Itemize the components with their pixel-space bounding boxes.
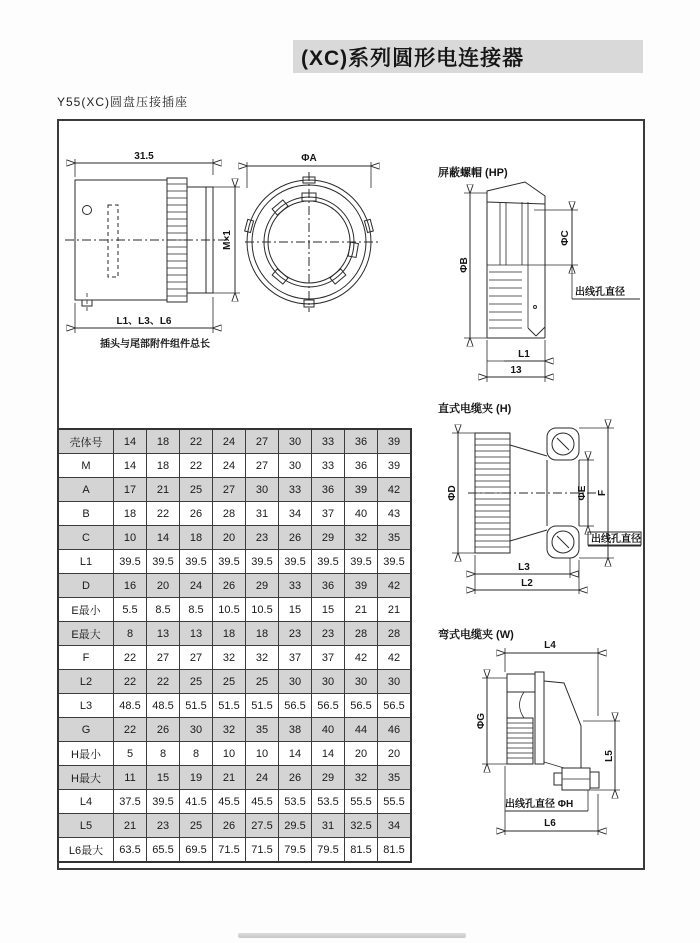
table-cell: 39.5 <box>279 550 312 574</box>
connector-face <box>245 172 378 312</box>
table-cell: 14 <box>312 742 345 766</box>
plug-side-view-drawing <box>60 135 260 370</box>
table-cell: 39.5 <box>147 550 180 574</box>
table-cell: 56.5 <box>279 694 312 718</box>
table-row <box>58 598 411 622</box>
table-cell: 53.5 <box>312 790 345 814</box>
angle-clamp-body <box>507 672 599 790</box>
svg-text:L1、L3、L6: L1、L3、L6 <box>116 316 172 327</box>
table-cell: 39.5 <box>114 550 147 574</box>
row-label: F <box>58 646 114 670</box>
table-cell: 37.5 <box>114 790 147 814</box>
table-cell: 42 <box>378 574 412 598</box>
table-cell: 36 <box>312 478 345 502</box>
table-cell: 36 <box>312 574 345 598</box>
table-cell: 28 <box>345 622 378 646</box>
table-cell: 19 <box>180 766 213 790</box>
table-cell: 37 <box>312 646 345 670</box>
table-cell: 56.5 <box>345 694 378 718</box>
table-cell: 24 <box>213 429 246 454</box>
table-cell: 42 <box>345 646 378 670</box>
table-cell: 31 <box>246 502 279 526</box>
table-cell: 39 <box>378 454 412 478</box>
table-cell: 18 <box>147 429 180 454</box>
row-label: C <box>58 526 114 550</box>
outlet-hole-callout <box>588 532 641 546</box>
table-cell: 30 <box>279 454 312 478</box>
table-cell: 14 <box>279 742 312 766</box>
dim-total-length <box>75 297 213 350</box>
table-cell: 79.5 <box>312 838 345 863</box>
dim-31-5 <box>75 151 213 177</box>
table-cell: 42 <box>378 478 412 502</box>
table-cell: 18 <box>213 622 246 646</box>
table-cell: 39.5 <box>345 550 378 574</box>
row-label: D <box>58 574 114 598</box>
table-cell: 55.5 <box>378 790 412 814</box>
table-cell: 29 <box>246 574 279 598</box>
svg-text:31.5: 31.5 <box>134 151 154 162</box>
table-row <box>58 718 411 742</box>
table-cell: 34 <box>279 502 312 526</box>
row-label: L2 <box>58 670 114 694</box>
table-cell: 48.5 <box>147 694 180 718</box>
table-cell: 16 <box>114 574 147 598</box>
row-label: A <box>58 478 114 502</box>
shield-nut-body <box>487 182 545 338</box>
table-cell: 30 <box>246 478 279 502</box>
row-label: G <box>58 718 114 742</box>
table-cell: 15 <box>312 598 345 622</box>
table-cell: 28 <box>213 502 246 526</box>
table-cell: 51.5 <box>246 694 279 718</box>
table-cell: 63.5 <box>114 838 147 863</box>
side-view-caption: 插头与尾部附件组件总长 <box>100 339 210 350</box>
table-cell: 22 <box>180 429 213 454</box>
table-cell: 39 <box>378 429 412 454</box>
outlet-hole-label: 出线孔直径 <box>591 534 641 545</box>
table-cell: 27.5 <box>246 814 279 838</box>
table-cell: 26 <box>279 766 312 790</box>
table-cell: 81.5 <box>345 838 378 863</box>
table-cell: 10.5 <box>246 598 279 622</box>
table-cell: 30 <box>279 670 312 694</box>
table-cell: 20 <box>378 742 412 766</box>
table-cell: 8 <box>147 742 180 766</box>
table-cell: 26 <box>279 526 312 550</box>
table-cell: 18 <box>147 454 180 478</box>
table-row <box>58 574 411 598</box>
table-cell: 15 <box>279 598 312 622</box>
table-cell: 40 <box>312 718 345 742</box>
header-bar <box>293 40 643 73</box>
table-cell: 71.5 <box>213 838 246 863</box>
table-cell: 24 <box>180 574 213 598</box>
table-cell: 53.5 <box>279 790 312 814</box>
table-cell: 56.5 <box>378 694 412 718</box>
table-cell: 28 <box>378 622 412 646</box>
dim-thread <box>213 187 240 293</box>
angle-clamp-title: 弯式电缆夹 (W) <box>438 629 514 641</box>
table-cell: 25 <box>180 670 213 694</box>
row-label: E最大 <box>58 622 114 646</box>
table-cell: 22 <box>114 646 147 670</box>
table-cell: 33 <box>312 429 345 454</box>
table-cell: 15 <box>147 766 180 790</box>
table-cell: 39.5 <box>180 550 213 574</box>
table-cell: 23 <box>246 526 279 550</box>
straight-clamp-diagram <box>428 398 643 603</box>
row-label: H最大 <box>58 766 114 790</box>
row-label: L1 <box>58 550 114 574</box>
table-cell: 33 <box>279 574 312 598</box>
table-cell: 27 <box>213 478 246 502</box>
table-cell: 31 <box>312 814 345 838</box>
table-cell: 22 <box>147 502 180 526</box>
shield-nut-title: 屏蔽螺帽 (HP) <box>438 167 508 179</box>
table-row <box>58 478 411 502</box>
table-cell: 55.5 <box>345 790 378 814</box>
table-row <box>58 790 411 814</box>
table-cell: 69.5 <box>180 838 213 863</box>
table-row <box>58 454 411 478</box>
table-cell: 21 <box>114 814 147 838</box>
table-cell: 56.5 <box>312 694 345 718</box>
svg-text:ΦA: ΦA <box>301 153 317 164</box>
plug-front-view-drawing <box>245 140 420 350</box>
table-cell: 33 <box>312 454 345 478</box>
spec-table-body <box>58 429 411 862</box>
outlet-hole-callout <box>505 790 588 811</box>
table-cell: 25 <box>180 814 213 838</box>
table-cell: 10.5 <box>213 598 246 622</box>
svg-text:L4: L4 <box>544 640 556 651</box>
table-row <box>58 646 411 670</box>
dim-l5 <box>583 721 620 790</box>
table-cell: 10 <box>213 742 246 766</box>
table-cell: 79.5 <box>279 838 312 863</box>
svg-text:ΦE: ΦE <box>577 485 588 501</box>
table-cell: 25 <box>246 670 279 694</box>
table-cell: 30 <box>378 670 412 694</box>
table-cell: 40 <box>345 502 378 526</box>
table-cell: 18 <box>114 502 147 526</box>
table-cell: 13 <box>147 622 180 646</box>
table-cell: 8.5 <box>180 598 213 622</box>
angle-clamp-diagram <box>428 626 643 866</box>
table-cell: 22 <box>180 454 213 478</box>
table-cell: 27 <box>180 646 213 670</box>
table-cell: 30 <box>345 670 378 694</box>
table-cell: 42 <box>378 646 412 670</box>
table-cell: 32 <box>246 646 279 670</box>
table-cell: 17 <box>114 478 147 502</box>
section-subtitle: Y55(XC)圆盘压接插座 <box>57 95 189 109</box>
table-cell: 33 <box>279 478 312 502</box>
table-cell: 35 <box>246 718 279 742</box>
table-cell: 10 <box>114 526 147 550</box>
table-cell: 46 <box>378 718 412 742</box>
table-cell: 29 <box>312 766 345 790</box>
table-cell: 26 <box>213 814 246 838</box>
table-cell: 22 <box>147 670 180 694</box>
table-row <box>58 670 411 694</box>
row-label: E最小 <box>58 598 114 622</box>
table-cell: 32 <box>213 718 246 742</box>
table-cell: 65.5 <box>147 838 180 863</box>
svg-text:13: 13 <box>510 365 522 376</box>
table-cell: 22 <box>114 670 147 694</box>
svg-text:L1: L1 <box>518 349 530 360</box>
table-cell: 37 <box>279 646 312 670</box>
table-cell: 45.5 <box>213 790 246 814</box>
row-label: 壳体号 <box>58 429 114 454</box>
table-cell: 34 <box>378 814 412 838</box>
table-cell: 8 <box>114 622 147 646</box>
table-cell: 23 <box>312 622 345 646</box>
table-cell: 20 <box>213 526 246 550</box>
table-cell: 14 <box>114 429 147 454</box>
table-cell: 39 <box>345 478 378 502</box>
table-cell: 27 <box>246 454 279 478</box>
table-cell: 45.5 <box>246 790 279 814</box>
table-cell: 11 <box>114 766 147 790</box>
table-cell: 43 <box>378 502 412 526</box>
svg-text:L3: L3 <box>518 562 530 573</box>
spec-table <box>57 428 412 863</box>
dim-phi-c <box>534 210 640 299</box>
table-row <box>58 429 411 454</box>
table-cell: 48.5 <box>114 694 147 718</box>
table-row <box>58 550 411 574</box>
table-cell: 26 <box>180 502 213 526</box>
table-cell: 39.5 <box>213 550 246 574</box>
table-cell: 26 <box>147 718 180 742</box>
table-row <box>58 622 411 646</box>
table-cell: 21 <box>213 766 246 790</box>
table-cell: 20 <box>345 742 378 766</box>
svg-text:ΦG: ΦG <box>476 713 487 729</box>
dim-phi-b <box>459 193 487 338</box>
row-label: L3 <box>58 694 114 718</box>
dim-phi-g <box>476 678 507 764</box>
table-cell: 32 <box>345 526 378 550</box>
table-cell: 5 <box>114 742 147 766</box>
table-cell: 27 <box>246 429 279 454</box>
table-cell: 39 <box>345 574 378 598</box>
table-cell: 30 <box>180 718 213 742</box>
table-cell: 32.5 <box>345 814 378 838</box>
table-cell: 36 <box>345 429 378 454</box>
table-cell: 18 <box>246 622 279 646</box>
page-title: (XC)系列圆形电连接器 <box>301 46 525 70</box>
table-cell: 44 <box>345 718 378 742</box>
table-cell: 39.5 <box>312 550 345 574</box>
outlet-hole-label: 出线孔直径 ΦH <box>505 799 574 810</box>
table-cell: 30 <box>279 429 312 454</box>
table-cell: 26 <box>213 574 246 598</box>
table-cell: 27 <box>147 646 180 670</box>
svg-text:F: F <box>597 489 608 497</box>
table-row <box>58 814 411 838</box>
table-cell: 29.5 <box>279 814 312 838</box>
table-cell: 24 <box>246 766 279 790</box>
row-label: H最小 <box>58 742 114 766</box>
dim-l3-l2 <box>475 555 579 594</box>
table-cell: 35 <box>378 766 412 790</box>
table-cell: 38 <box>279 718 312 742</box>
svg-text:ΦB: ΦB <box>459 257 470 273</box>
table-row <box>58 766 411 790</box>
table-cell: 8.5 <box>147 598 180 622</box>
table-cell: 29 <box>312 526 345 550</box>
table-cell: 22 <box>114 718 147 742</box>
page-edge-shadow <box>238 933 466 938</box>
row-label: L6最大 <box>58 838 114 863</box>
table-cell: 21 <box>345 598 378 622</box>
table-cell: 14 <box>147 526 180 550</box>
table-cell: 20 <box>147 574 180 598</box>
table-cell: 39.5 <box>246 550 279 574</box>
outlet-hole-label: 出线孔直径 <box>575 287 625 298</box>
row-label: L4 <box>58 790 114 814</box>
shield-nut-diagram <box>428 160 643 395</box>
table-cell: 21 <box>147 478 180 502</box>
table-row <box>58 694 411 718</box>
table-cell: 39.5 <box>378 550 412 574</box>
table-cell: 32 <box>213 646 246 670</box>
svg-text:L6: L6 <box>544 818 556 829</box>
table-cell: 10 <box>246 742 279 766</box>
table-cell: 21 <box>378 598 412 622</box>
svg-text:L5: L5 <box>604 750 615 762</box>
svg-text:ΦC: ΦC <box>560 230 571 246</box>
table-cell: 18 <box>180 526 213 550</box>
table-cell: 23 <box>279 622 312 646</box>
plug-body <box>65 178 228 312</box>
table-cell: 13 <box>180 622 213 646</box>
svg-text:ΦD: ΦD <box>447 485 458 501</box>
table-cell: 25 <box>213 670 246 694</box>
table-cell: 71.5 <box>246 838 279 863</box>
table-cell: 32 <box>345 766 378 790</box>
table-cell: 36 <box>345 454 378 478</box>
table-cell: 8 <box>180 742 213 766</box>
table-cell: 24 <box>213 454 246 478</box>
row-label: B <box>58 502 114 526</box>
table-cell: 30 <box>312 670 345 694</box>
row-label: L5 <box>58 814 114 838</box>
table-row <box>58 526 411 550</box>
table-cell: 81.5 <box>378 838 412 863</box>
dim-l4 <box>505 640 598 716</box>
straight-clamp-title: 直式电缆夹 (H) <box>438 403 512 415</box>
svg-text:M×1: M×1 <box>222 230 233 250</box>
row-label: M <box>58 454 114 478</box>
table-cell: 51.5 <box>180 694 213 718</box>
svg-text:L2: L2 <box>521 578 533 589</box>
table-row <box>58 742 411 766</box>
dim-l1-13 <box>487 340 545 382</box>
table-cell: 14 <box>114 454 147 478</box>
table-cell: 35 <box>378 526 412 550</box>
table-cell: 39.5 <box>147 790 180 814</box>
table-cell: 25 <box>180 478 213 502</box>
table-cell: 37 <box>312 502 345 526</box>
table-row <box>58 502 411 526</box>
table-row <box>58 838 411 863</box>
table-cell: 51.5 <box>213 694 246 718</box>
table-cell: 23 <box>147 814 180 838</box>
table-cell: 5.5 <box>114 598 147 622</box>
table-cell: 41.5 <box>180 790 213 814</box>
